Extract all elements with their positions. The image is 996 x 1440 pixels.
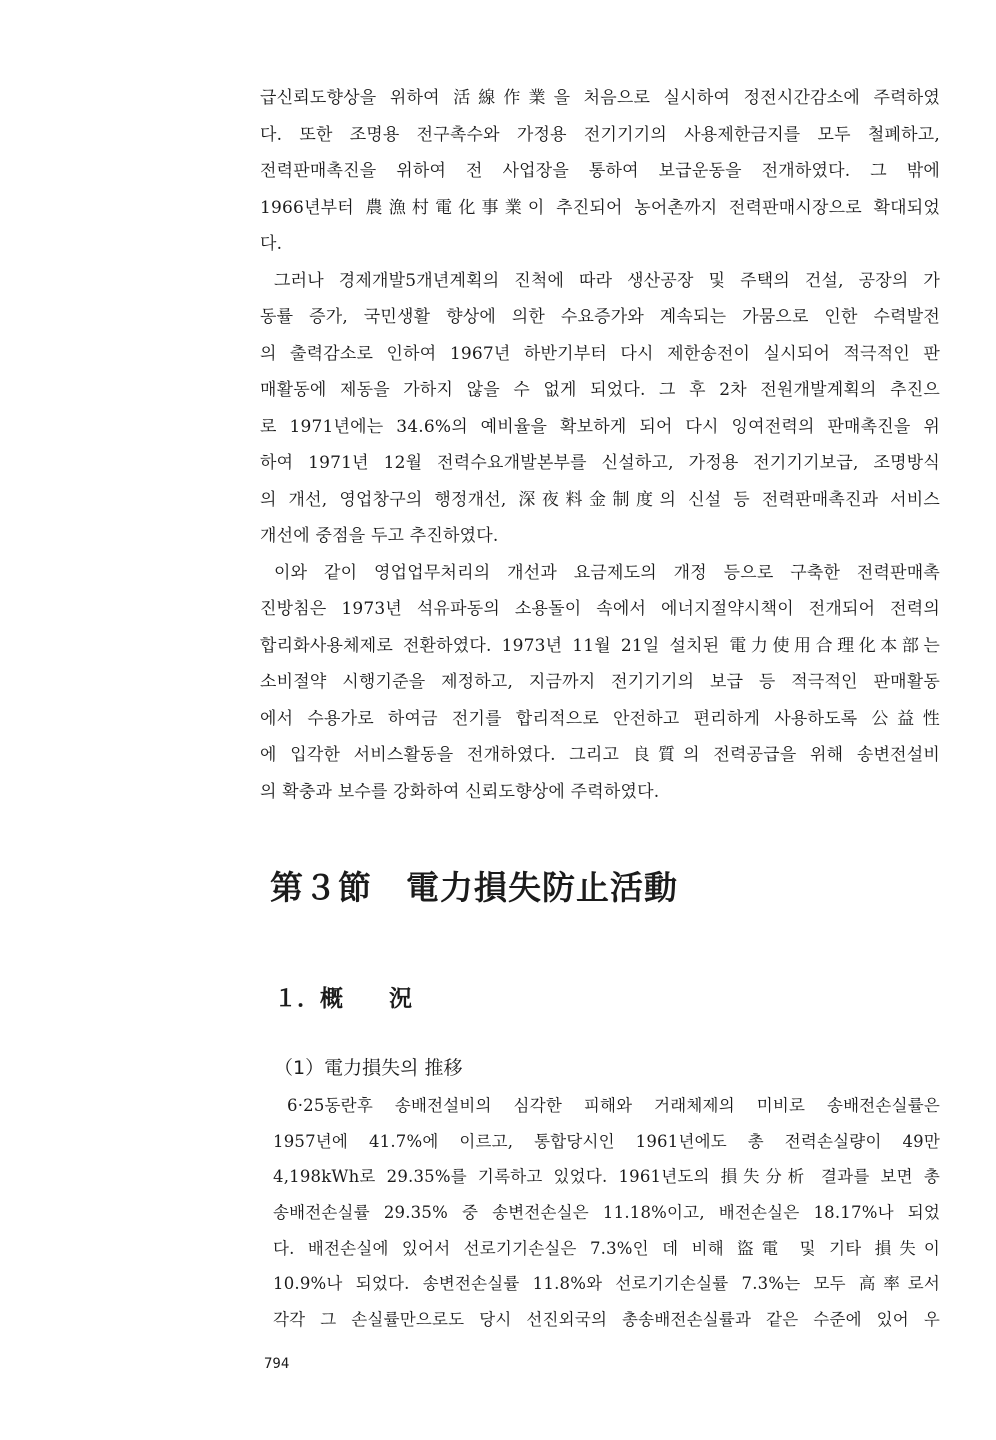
text-line: 그러나 경제개발5개년계획의 진척에 따라 생산공장 및 주택의 건설, 공장의 가 — [274, 270, 940, 291]
subsection-title: １．概 況 — [274, 986, 412, 1012]
body-text — [260, 80, 940, 810]
page-number: 794 — [264, 1356, 290, 1372]
text-line: 하여 1971년 12월 전력수요개발본부를 신설하고, 가정용 전기기기보급, 조명방식 — [260, 453, 940, 473]
text-line: 개선에 중점을 두고 추진하였다. — [260, 526, 499, 546]
text-line: 각각 그 손실률만으로도 당시 선진외국의 총송배전손실률과 같은 수준에 있어 우 — [273, 1310, 940, 1330]
text-line: 매활동에 제동을 가하지 않을 수 없게 되었다. 그 후 2차 전원개발계획의 추진으 — [260, 380, 940, 400]
subsubsection-title: （1）電力損失의 推移 — [274, 1057, 463, 1079]
text-line: 에서 수용가로 하여금 전기를 합리적으로 안전하고 편리하게 사용하도록 公益性 — [260, 708, 940, 729]
section-title: 第３節 電力損失防止活動 — [270, 868, 678, 907]
text-line: 다. — [260, 234, 283, 254]
text-line: 전력판매촉진을 위하여 전 사업장을 통하여 보급운동을 전개하였다. 그 밖에 — [260, 161, 940, 181]
text-line: 의 출력감소로 인하여 1967년 하반기부터 다시 제한송전이 실시되어 적극적인 판 — [260, 343, 940, 364]
text-line: 6·25동란후 송배전설비의 심각한 피해와 거래체제의 미비로 송배전손실률은 — [287, 1096, 940, 1115]
text-line: 4,198kWh로 29.35%를 기록하고 있었다. 1961년도의 損失分析 결과를 보면 총 — [273, 1167, 940, 1187]
text-line: 송배전손실률 29.35% 중 송변전손실은 11.18%이고, 배전손실은 18.17%나 되었 — [273, 1203, 940, 1223]
text-line: 10.9%나 되었다. 송변전손실률 11.8%와 선로기기손실률 7.3%는 모두 高率로서 — [273, 1274, 940, 1294]
body-text-2 — [273, 1088, 940, 1338]
text-line: 이와 같이 영업업무처리의 개선과 요금제도의 개정 등으로 구축한 전력판매촉 — [274, 562, 940, 583]
text-line: 에 입각한 서비스활동을 전개하였다. 그리고 良質의 전력공급을 위해 송변전설비 — [260, 745, 940, 765]
text-line: 다. 배전손실에 있어서 선로기기손실은 7.3%인 데 비해 盜電 및 기타 損失이 — [273, 1238, 940, 1258]
text-line: 급신뢰도향상을 위하여 活線作業을 처음으로 실시하여 정전시간감소에 주력하였 — [260, 88, 940, 108]
text-line: 합리화사용체제로 전환하였다. 1973년 11월 21일 설치된 電力使用合理化本部는 — [260, 635, 940, 656]
text-line: 소비절약 시행기준을 제정하고, 지금까지 전기기기의 보급 등 적극적인 판매활동 — [260, 672, 940, 692]
text-line: 1957년에 41.7%에 이르고, 통합당시인 1961년에도 총 전력손실량이 49만 — [273, 1131, 940, 1151]
text-line: 로 1971년에는 34.6%의 예비율을 확보하게 되어 다시 잉여전력의 판매촉진을 위 — [260, 416, 940, 437]
text-line: 의 개선, 영업창구의 행정개선, 深夜料金制度의 신설 등 전력판매촉진과 서비스 — [260, 489, 940, 510]
text-line: 1966년부터 農漁村電化事業이 추진되어 농어촌까지 전력판매시장으로 확대되었 — [260, 197, 940, 218]
text-line: 다. 또한 조명용 전구촉수와 가정용 전기기기의 사용제한금지를 모두 철폐하고, — [260, 124, 940, 145]
text-line: 의 확충과 보수를 강화하여 신뢰도향상에 주력하였다. — [260, 781, 660, 802]
text-line: 진방침은 1973년 석유파동의 소용돌이 속에서 에너지절약시책이 전개되어 전력의 — [260, 599, 940, 619]
text-line: 동률 증가, 국민생활 향상에 의한 수요증가와 계속되는 가뭄으로 인한 수력발전 — [260, 307, 940, 327]
